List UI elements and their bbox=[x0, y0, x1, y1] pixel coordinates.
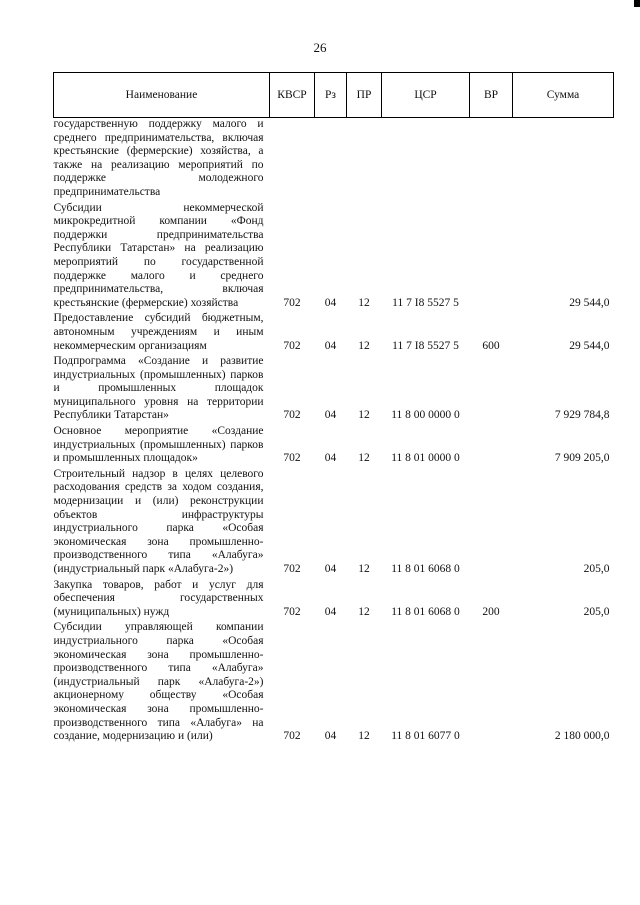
row-csr: 11 8 00 0000 0 bbox=[391, 409, 460, 422]
row-csr bbox=[382, 118, 470, 202]
row-pr: 12 bbox=[358, 296, 370, 309]
row-pr: 12 bbox=[358, 563, 370, 575]
row-rz: 04 bbox=[324, 339, 337, 352]
header-sum: Сумма bbox=[513, 73, 614, 118]
row-pr: 12 bbox=[358, 730, 370, 743]
row-csr: 11 8 01 6068 0 bbox=[391, 563, 460, 575]
row-vr bbox=[470, 118, 513, 202]
header-pr: ПР bbox=[347, 73, 382, 118]
row-kvsr: 702 bbox=[283, 296, 301, 309]
row-sum: 7 909 205,0 bbox=[554, 452, 610, 465]
row-sum: 205,0 bbox=[583, 563, 610, 575]
row-vr: 200 bbox=[482, 605, 500, 618]
table-row bbox=[54, 202, 614, 313]
table-row bbox=[54, 579, 614, 622]
table-header-row bbox=[54, 73, 614, 118]
corner-mark bbox=[634, 0, 640, 7]
row-name: Строительный надзор в целях целевого расходования средств за ходом создания, модернизации и (или) реконструкции объектов инфраструктуры индустриального парка «Особая экономическая зона промышленно-производственного типа «Алабуга» (индустриальный парк «Алабуга-2») bbox=[53, 467, 264, 575]
row-vr bbox=[470, 202, 513, 313]
row-sum: 7 929 784,8 bbox=[554, 409, 610, 422]
row-rz bbox=[315, 118, 347, 202]
row-name: Подпрограмма «Создание и развитие индустриальных (промышленных) парков и промышленных площадок муниципального уровня на территории Республики Татарстан» bbox=[53, 355, 264, 422]
row-pr: 12 bbox=[358, 452, 370, 465]
table-row bbox=[54, 468, 614, 579]
row-sum: 29 544,0 bbox=[569, 296, 610, 309]
table-row bbox=[54, 312, 614, 355]
page-number: 26 bbox=[313, 40, 327, 55]
table-row bbox=[54, 118, 614, 202]
row-rz: 04 bbox=[324, 563, 337, 575]
table-row bbox=[54, 621, 614, 745]
row-csr: 11 7 I8 5527 5 bbox=[392, 339, 459, 352]
row-name: Субсидии управляющей компании индустриального парка «Особая экономическая зона промышленно-производственного типа «Алабуга» (индустриальный парк «Алабуга-2») акционерному обществу «Особая экономическая зона промышленно-производственного типа «Алабуга» на создание, модернизацию и (или) bbox=[53, 621, 264, 743]
header-vr: ВР bbox=[470, 73, 513, 118]
row-csr: 11 7 I8 5527 5 bbox=[392, 296, 459, 309]
row-rz: 04 bbox=[324, 452, 337, 465]
row-rz: 04 bbox=[324, 409, 337, 422]
header-name: Наименование bbox=[54, 73, 270, 118]
row-rz: 04 bbox=[324, 730, 337, 743]
row-kvsr: 702 bbox=[283, 339, 301, 352]
row-pr bbox=[347, 118, 382, 202]
table-row bbox=[54, 425, 614, 468]
row-pr: 12 bbox=[358, 605, 370, 618]
row-vr bbox=[470, 621, 513, 745]
row-kvsr: 702 bbox=[283, 409, 301, 422]
row-sum: 29 544,0 bbox=[569, 339, 610, 352]
row-rz: 04 bbox=[324, 296, 337, 309]
row-kvsr: 702 bbox=[283, 605, 301, 618]
row-vr bbox=[470, 425, 513, 468]
row-name: Основное мероприятие «Создание индустриальных (промышленных) парков и промышленных площадок» bbox=[53, 425, 264, 465]
row-kvsr: 702 bbox=[283, 452, 301, 465]
row-pr: 12 bbox=[358, 339, 370, 352]
header-kvsr: КВСР bbox=[270, 73, 315, 118]
budget-table bbox=[53, 72, 614, 746]
row-name: Закупка товаров, работ и услуг для обеспечения государственных (муниципальных) нужд bbox=[53, 578, 264, 618]
row-sum: 205,0 bbox=[583, 605, 610, 618]
row-name: государственную поддержку малого и среднего предпринимательства, включая крестьянские (фермерские) хозяйства, а также на реализацию мероприятий по поддержке молодежного предпринимательства bbox=[53, 118, 264, 198]
row-kvsr: 702 bbox=[283, 730, 301, 743]
row-rz: 04 bbox=[324, 605, 337, 618]
row-sum bbox=[513, 118, 614, 202]
row-name: Субсидии некоммерческой микрокредитной компании «Фонд поддержки предпринимательства Республики Татарстан» на реализацию мероприятий по государственной поддержке малого и среднего предпринимательства, включая крестьянские (фермерские) хозяйства bbox=[53, 201, 264, 309]
row-vr bbox=[470, 468, 513, 579]
row-pr: 12 bbox=[358, 409, 370, 422]
row-kvsr bbox=[270, 118, 315, 202]
row-csr: 11 8 01 6077 0 bbox=[391, 730, 460, 743]
row-name: Предоставление субсидий бюджетным, автономным учреждениям и иным некоммерческим организациям bbox=[53, 312, 264, 352]
row-csr: 11 8 01 0000 0 bbox=[391, 452, 460, 465]
header-rz: Рз bbox=[315, 73, 347, 118]
row-vr bbox=[470, 355, 513, 425]
row-kvsr: 702 bbox=[283, 563, 301, 575]
header-csr: ЦСР bbox=[382, 73, 470, 118]
row-vr: 600 bbox=[482, 339, 500, 352]
row-csr: 11 8 01 6068 0 bbox=[391, 605, 460, 618]
table-row bbox=[54, 355, 614, 425]
row-sum: 2 180 000,0 bbox=[554, 730, 610, 743]
